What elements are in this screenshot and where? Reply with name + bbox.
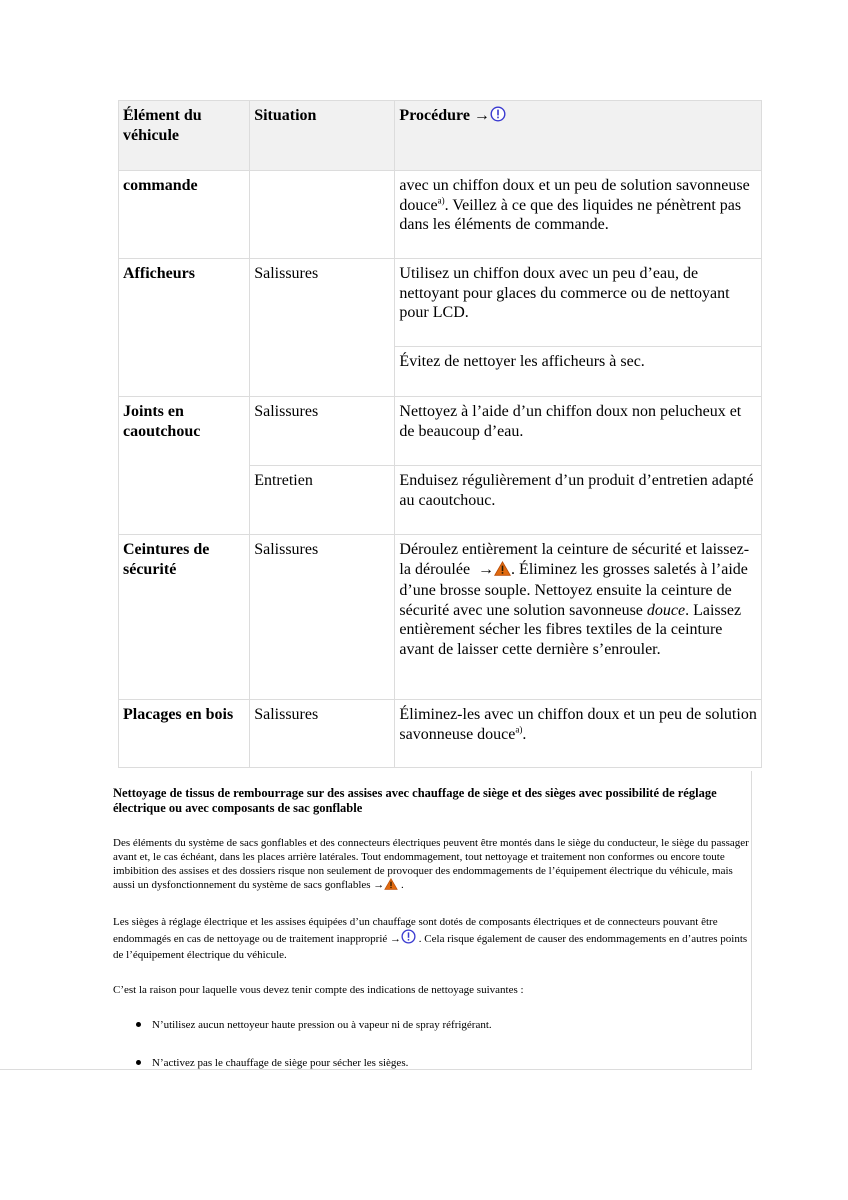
cleaning-instructions-list [113, 1018, 751, 1070]
cell-procedure: Nettoyez à l’aide d’un chiffon doux non pelucheux et de beaucoup d’eau. [395, 397, 762, 466]
notice-icon[interactable] [490, 106, 506, 128]
procedure-text: . Éliminez les grosses saletés à l’aide d’une brosse souple. Nettoyez ensuite la ceinture de sécurité avec une solution savonneuse [399, 560, 748, 619]
cell-procedure [395, 700, 762, 768]
cell-procedure [395, 535, 762, 700]
cell-procedure: Utilisez un chiffon doux avec un peu d’eau, de nettoyant pour glaces du commerce ou de nettoyant pour LCD. [395, 259, 762, 347]
warning-icon[interactable] [384, 878, 398, 894]
bullet-icon [136, 1060, 141, 1065]
cell-procedure: Évitez de nettoyer les afficheurs à sec. [395, 347, 762, 397]
footnote-ref: a) [515, 724, 523, 735]
table-row [119, 171, 762, 259]
procedure-text: avec un chiffon doux et un peu de solution savonneuse douce [399, 177, 750, 214]
list-item: N’utilisez aucun nettoyeur haute pression ou à vapeur ni de spray réfrigérant. [113, 1018, 751, 1032]
paragraph-electric-seats: Les sièges à réglage électrique et les assises équipées d’un chauffage sont dotés de composants électriques et de connecteurs pouvant être endommagés en cas de nettoyage ou de traitement inapproprié → . Cela risque également de causer des endommagements en d’autres points de l’équipement électrique du véhicule. [113, 916, 748, 961]
table-row [119, 700, 762, 768]
procedure-text: Éliminez-les avec un chiffon doux et un peu de solution savonneuse douce [399, 706, 757, 743]
paragraph-intro-list: C’est la raison pour laquelle vous devez tenir compte des indications de nettoyage suivantes : [113, 984, 524, 996]
cell-procedure: Enduisez régulièrement d’un produit d’entretien adapté au caoutchouc. [395, 466, 762, 535]
table-header-row [119, 101, 762, 171]
procedure-text: . Laissez entièrement sécher les fibres textiles de la ceinture avant de laisser cette dernière s’enrouler. [399, 601, 742, 658]
header-situation: Situation [250, 101, 395, 171]
table-row [119, 535, 762, 700]
cell-situation: Entretien [250, 466, 395, 535]
cleaning-table [118, 100, 762, 768]
procedure-text: Déroulez entièrement la ceinture de sécurité et laissez-la déroulée [399, 541, 750, 578]
procedure-italic: douce [646, 601, 686, 619]
cell-element: Joints en caoutchouc [119, 397, 250, 535]
notice-icon[interactable] [401, 929, 416, 948]
header-element: Élément du véhicule [119, 101, 250, 171]
warning-icon[interactable] [494, 561, 511, 582]
cell-situation: Salissures [250, 535, 395, 700]
divider [0, 1069, 104, 1070]
arrow: → [390, 933, 402, 945]
bullet-icon [136, 1022, 141, 1027]
table-row [119, 397, 762, 466]
header-arrow: → [473, 107, 490, 124]
section-title: Nettoyage de tissus de rembourrage sur des assises avec chauffage de siège et des sièges avec possibilité de réglage électrique ou avec composants de sac gonflable [113, 786, 717, 815]
list-item: N’activez pas le chauffage de siège pour sécher les sièges. [113, 1056, 751, 1070]
header-procedure [395, 101, 762, 171]
cell-situation: Salissures [250, 259, 395, 397]
cell-element: commande [119, 171, 250, 259]
arrow: → [478, 560, 495, 578]
procedure-text: . [522, 725, 527, 743]
cell-element: Placages en bois [119, 700, 250, 768]
cell-situation: Salissures [250, 700, 395, 768]
table-row [119, 259, 762, 347]
cell-procedure [395, 171, 762, 259]
arrow: → [373, 879, 385, 891]
header-procedure-label: Procédure [399, 107, 470, 124]
cell-situation: Salissures [250, 397, 395, 466]
cell-element: Afficheurs [119, 259, 250, 397]
cell-element: Ceintures de sécurité [119, 535, 250, 700]
paragraph-airbag: Des éléments du système de sacs gonflables et des connecteurs électriques peuvent être montés dans le siège du conducteur, le siège du passager avant et, le cas échéant, dans les places arrière latérales. Tout endommagement, tout nettoyage et traitement non conformes ou encore toute imbibition des assises et des dossiers risque non seulement de provoquer des endommagements de l’équipement électrique du véhicule, mais aussi un dysfonctionnement du système de sacs gonflables → . [113, 836, 751, 894]
seat-cleaning-section [104, 771, 752, 1070]
cell-situation [250, 171, 395, 259]
footnote-ref: a) [437, 195, 445, 206]
cleaning-table-container [118, 100, 762, 768]
procedure-text: . Veillez à ce que des liquides ne pénètrent pas dans les éléments de commande. [399, 196, 742, 233]
